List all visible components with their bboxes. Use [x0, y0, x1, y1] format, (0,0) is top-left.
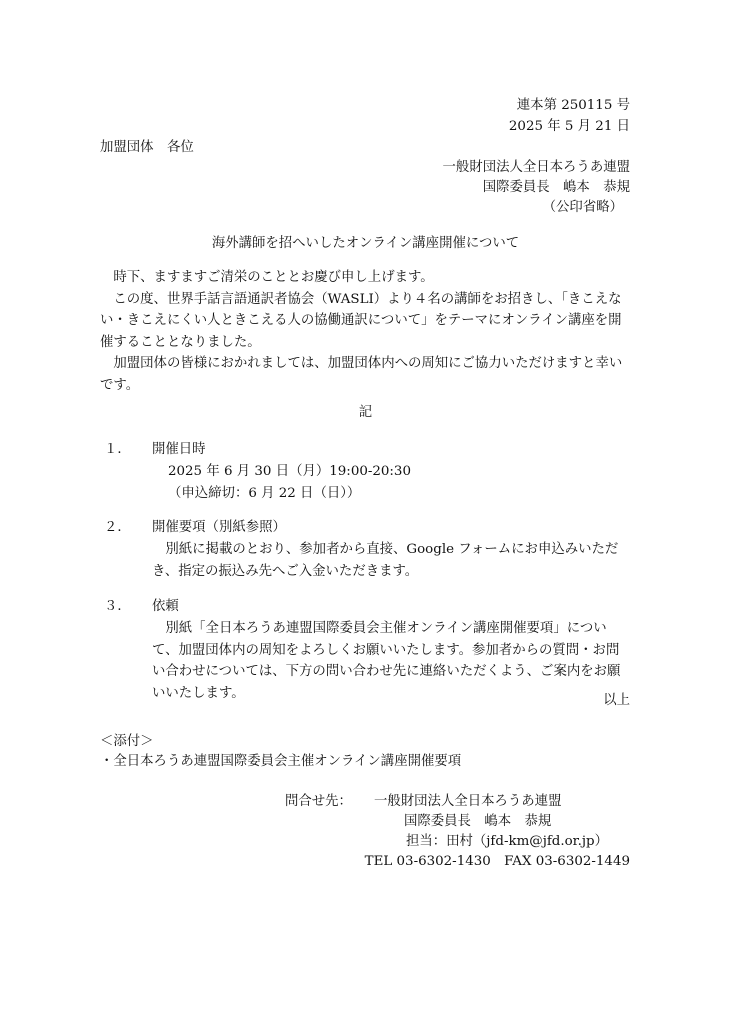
section-1-number: １． — [104, 442, 131, 457]
request-paragraph: 加盟団体の皆様におかれましては、加盟団体内への周知にご協力いただけますと幸いです。 — [100, 356, 623, 393]
greeting-paragraph: 時下、ますますご清栄のこととお慶び申し上げます。 — [113, 270, 434, 285]
event-datetime: 2025 年 6 月 30 日（月）19:00-20:30 — [168, 464, 411, 479]
section-3-number: ３． — [104, 599, 131, 614]
section-2-body — [152, 539, 630, 582]
section-2-text: 別紙に掲載のとおり、参加者から直接、Google フォームにお申込みいただき、指定の振込み先へご入金いただきます。 — [152, 542, 619, 579]
application-deadline: （申込締切：6 月 22 日（日）） — [168, 485, 361, 501]
section-3-title: 依頼 — [152, 599, 179, 614]
body-text — [100, 267, 630, 396]
ki-heading: 記 — [358, 405, 373, 420]
section-1-title: 開催日時 — [152, 442, 206, 457]
section-2-title: 開催要項（別紙参照） — [152, 520, 286, 535]
attachment-heading: ＜添付＞ — [100, 734, 154, 749]
seal-note: （公印省略） — [542, 200, 623, 215]
sender-name: 国際委員長 嶋本 恭規 — [482, 180, 630, 195]
section-2-number: ２． — [104, 520, 131, 535]
recipient: 加盟団体 各位 — [100, 140, 194, 155]
document-number: 連本第 250115 号 — [516, 98, 630, 113]
document-title: 海外講師を招へいしたオンライン講座開催について — [211, 236, 520, 251]
section-1-body — [152, 461, 630, 504]
document-date: 2025 年 5 月 21 日 — [508, 119, 630, 134]
announcement-paragraph: この度、世界手話言語通訳者協会（WASLI）より４名の講師をお招きし、「きこえない・きこえにくい人ときこえる人の協働通訳について」をテーマにオンライン講座を開催することとなりました。 — [100, 291, 622, 350]
contact-tel-fax: TEL 03-6302-1430 FAX 03-6302-1449 — [364, 854, 630, 869]
section-3-text: 別紙「全日本ろうあ連盟国際委員会主催オンライン講座開催要項」について、加盟団体内の周知をよろしくお願いいたします。参加者からの質問・お問い合わせについては、下方の問い合わせ先に連絡いただくよう、ご案内をお願いいたします。 — [152, 621, 621, 701]
closing-mark: 以上 — [603, 693, 630, 708]
sender-organization: 一般財団法人全日本ろうあ連盟 — [442, 160, 630, 175]
attachment-item: ・全日本ろうあ連盟国際委員会主催オンライン講座開催要項 — [100, 754, 462, 769]
contact-person: 担当：田村（jfd-km@jfd.or.jp） — [405, 834, 608, 849]
section-3-body — [152, 618, 630, 704]
contact-label: 問合せ先： — [285, 794, 352, 809]
contact-organization: 一般財団法人全日本ろうあ連盟 — [374, 794, 562, 809]
contact-name: 国際委員長 嶋本 恭規 — [404, 814, 552, 829]
